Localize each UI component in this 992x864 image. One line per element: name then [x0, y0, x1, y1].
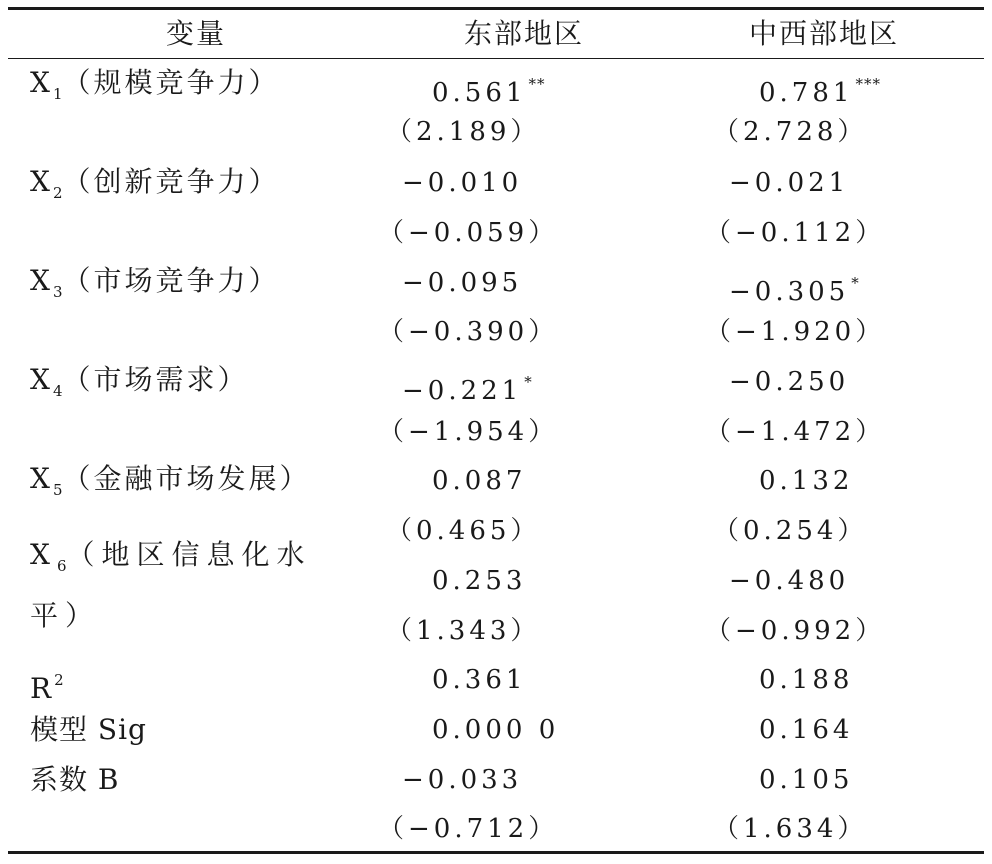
cw-x2-t: （−0.112） — [705, 218, 886, 248]
cw-b-t: （1.634） — [713, 814, 868, 844]
cw-x4-t: （−1.472） — [705, 417, 886, 447]
label-x1: $X_1$（规模竞争力） — [30, 66, 280, 103]
cw-x6-t: （−0.992） — [705, 616, 886, 646]
cw-x3-t: （−1.920） — [705, 317, 886, 347]
label-coefficient-b: 系数 B — [30, 763, 120, 796]
cw-r-squared: 0.188 — [759, 665, 854, 695]
east-x6-coef: 0.253 — [432, 566, 527, 596]
table-header-rule — [8, 58, 984, 59]
east-x5-coef: 0.087 — [432, 466, 527, 496]
east-x2-coef: −0.010 — [402, 168, 523, 198]
east-x1-t: （2.189） — [386, 117, 541, 147]
label-x3: $X_3$（市场竞争力） — [30, 264, 280, 301]
header-variable: 变量 — [165, 17, 226, 50]
east-x4-t: （−1.954） — [378, 417, 559, 447]
cw-x5-t: （0.254） — [713, 516, 868, 546]
label-x5: $X_5$（金融市场发展） — [30, 462, 311, 499]
east-x3-t: （−0.390） — [378, 317, 559, 347]
table-top-rule — [8, 7, 984, 10]
cw-x3-coef: −0.305 * — [729, 274, 860, 307]
header-east: 东部地区 — [463, 17, 584, 50]
east-x1-coef: 0.561 ** — [432, 75, 546, 108]
east-x4-coef: −0.221 * — [402, 373, 533, 406]
label-x2: $X_2$（创新竞争力） — [30, 165, 280, 202]
label-model-sig: 模型 Sig — [30, 713, 147, 746]
east-x3-coef: −0.095 — [402, 268, 523, 298]
label-x4: $X_4$（市场需求） — [30, 363, 249, 400]
table-bottom-rule — [8, 851, 984, 854]
cw-model-sig: 0.164 — [759, 715, 854, 745]
east-x2-t: （−0.059） — [378, 218, 559, 248]
cw-x1-t: （2.728） — [713, 117, 868, 147]
label-x6: $X_6$（地区信息化水平） — [30, 538, 312, 632]
cw-x1-coef: 0.781 *** — [759, 75, 881, 108]
east-model-sig: 0.000 0 — [432, 715, 560, 745]
cw-x6-coef: −0.480 — [729, 566, 850, 596]
cw-x5-coef: 0.132 — [759, 466, 854, 496]
east-x5-t: （0.465） — [386, 516, 541, 546]
east-x6-t: （1.343） — [386, 616, 541, 646]
header-central-west: 中西部地区 — [748, 17, 899, 50]
cw-b-coef: 0.105 — [759, 765, 854, 795]
cw-x2-coef: −0.021 — [729, 168, 850, 198]
east-b-coef: −0.033 — [402, 765, 523, 795]
label-r-squared: $R^2$ — [30, 671, 64, 705]
cw-x4-coef: −0.250 — [729, 367, 850, 397]
east-r-squared: 0.361 — [432, 665, 527, 695]
east-b-t: （−0.712） — [378, 814, 559, 844]
